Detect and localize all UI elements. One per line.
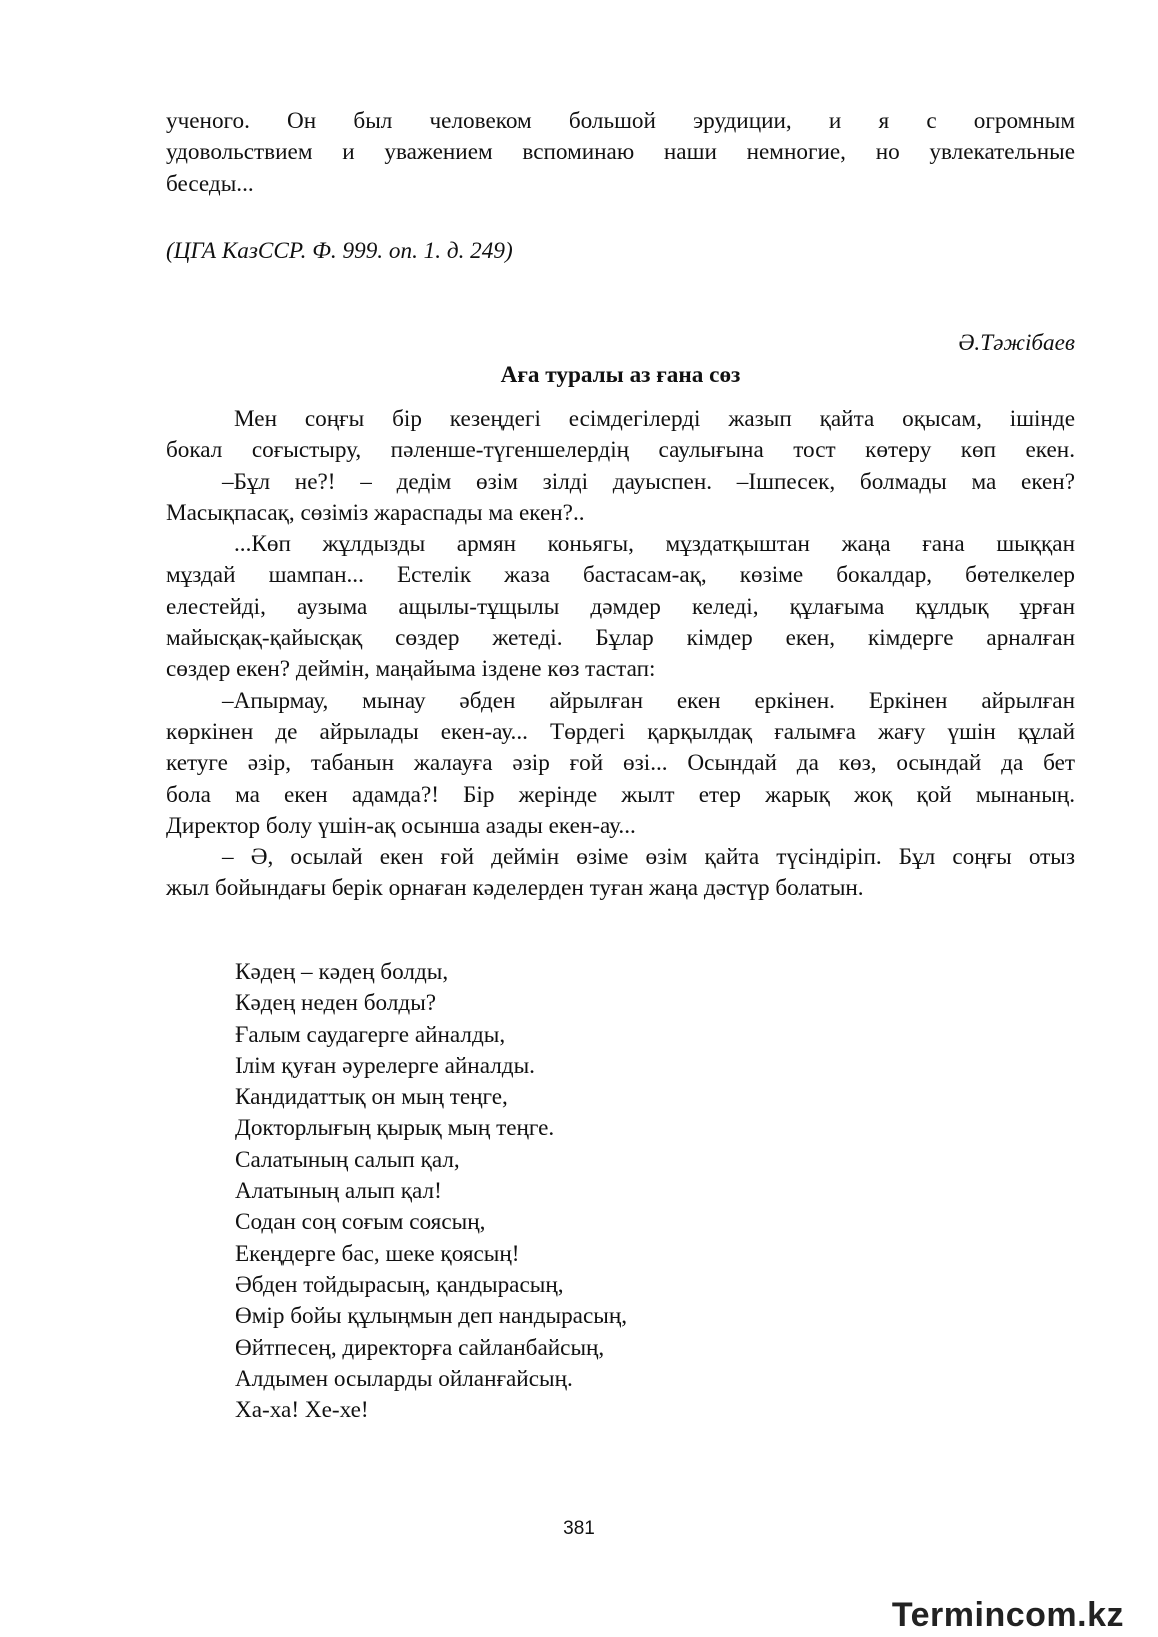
poem: [235, 957, 627, 1426]
poem-line: Әбден тойдырасың, қандырасың,: [235, 1271, 564, 1298]
poem-line: Кандидаттық он мың теңге,: [235, 1084, 508, 1111]
poem-line: Салатының салып қал,: [235, 1146, 460, 1173]
body-line: көркінен де айрылады екен-ау... Төрдегі қарқылдақ ғалымға жағу үшін құлай: [166, 718, 1075, 745]
poem-line: Ха-ха! Хе-хе!: [235, 1397, 369, 1424]
article-body: [166, 404, 1075, 905]
body-line: Масықпасақ, сөзіміз жараспады ма екен?..: [166, 499, 585, 526]
intro-line: ученого. Он был человеком большой эрудиции, и я с огромным: [166, 108, 1075, 134]
poem-line: Алдымен осыларды ойланғайсың.: [235, 1365, 573, 1392]
body-line: ...Көп жұлдызды армян коньягы, мұздатқыштан жаңа ғана шыққан: [234, 531, 1075, 558]
body-line: Мен соңғы бір кезеңдегі есімдегілерді жазып қайта оқысам, ішінде: [234, 406, 1075, 432]
poem-line: Өмір бойы құлыңмын деп нандырасың,: [235, 1303, 628, 1330]
body-line: – Ә, осылай екен ғой деймін өзіме өзім қайта түсіндіріп. Бұл соңғы отыз: [222, 844, 1075, 871]
intro-text: [166, 106, 1075, 200]
poem-line: Алатының алып қал!: [235, 1178, 442, 1205]
body-line: –Бұл не?! – дедім өзім зілді дауыспен. –Ішпесек, болмады ма екен?: [222, 468, 1075, 495]
body-line: сөздер екен? деймін, маңайыма іздене көз тастап:: [166, 656, 656, 683]
page-number: 381: [563, 1518, 595, 1539]
poem-line: Докторлығың қырық мың теңге.: [235, 1115, 555, 1142]
author-name: Ә.Тәжібаев: [958, 330, 1075, 356]
archive-citation: (ЦГА КазССР. Ф. 999. оп. 1. д. 249): [166, 238, 513, 264]
body-line: кетуге әзір, табанын жалауға әзір ғой өзі... Осындай да көз, осындай да бет: [166, 750, 1075, 777]
poem-line: Кәдең – кәдең болды,: [235, 959, 449, 985]
poem-line: Өйтпесең, директорға сайланбайсың,: [235, 1334, 605, 1361]
body-line: жыл бойындағы берік орнаған кәделерден туған жаңа дәстүр болатын.: [166, 875, 864, 902]
article-title: Аға туралы аз ғана сөз: [500, 362, 741, 388]
body-line: майысқақ-қайысқақ сөздер жетеді. Бұлар кімдер екен, кімдерге арналған: [166, 625, 1075, 652]
intro-line: беседы...: [166, 170, 254, 197]
body-line: Директор болу үшін-ақ осынша азады екен-ау...: [166, 812, 636, 839]
poem-line: Содан соң соғым соясың,: [235, 1209, 486, 1236]
intro-line: удовольствием и уважением вспоминаю наши немногие, но увлекательные: [166, 139, 1075, 166]
body-line: –Апырмау, мынау әбден айрылған екен еркінен. Еркінен айрылған: [222, 687, 1075, 714]
body-line: елестейді, аузыма ащылы-тұщылы дәмдер келеді, құлағыма құлдық ұрған: [166, 593, 1075, 620]
body-line: бокал соғыстыру, пәленше-түгеншелердің саулығына тост көтеру көп екен.: [166, 437, 1075, 464]
poem-line: Кәдең неден болды?: [235, 990, 437, 1017]
site-watermark-logo: Termincom.kz: [891, 1596, 1124, 1634]
poem-line: Ғалым саудагерге айналды,: [235, 1021, 506, 1048]
body-line: бола ма екен адамда?! Бір жерінде жылт етер жарық жоқ қой мынаның.: [166, 781, 1075, 808]
body-line: мұздай шампан... Естелік жаза бастасам-ақ, көзіме бокалдар, бөтелкелер: [166, 562, 1075, 589]
poem-line: Ілім қуған әурелерге айналды.: [235, 1052, 535, 1079]
poem-line: Екеңдерге бас, шеке қоясың!: [235, 1240, 520, 1267]
